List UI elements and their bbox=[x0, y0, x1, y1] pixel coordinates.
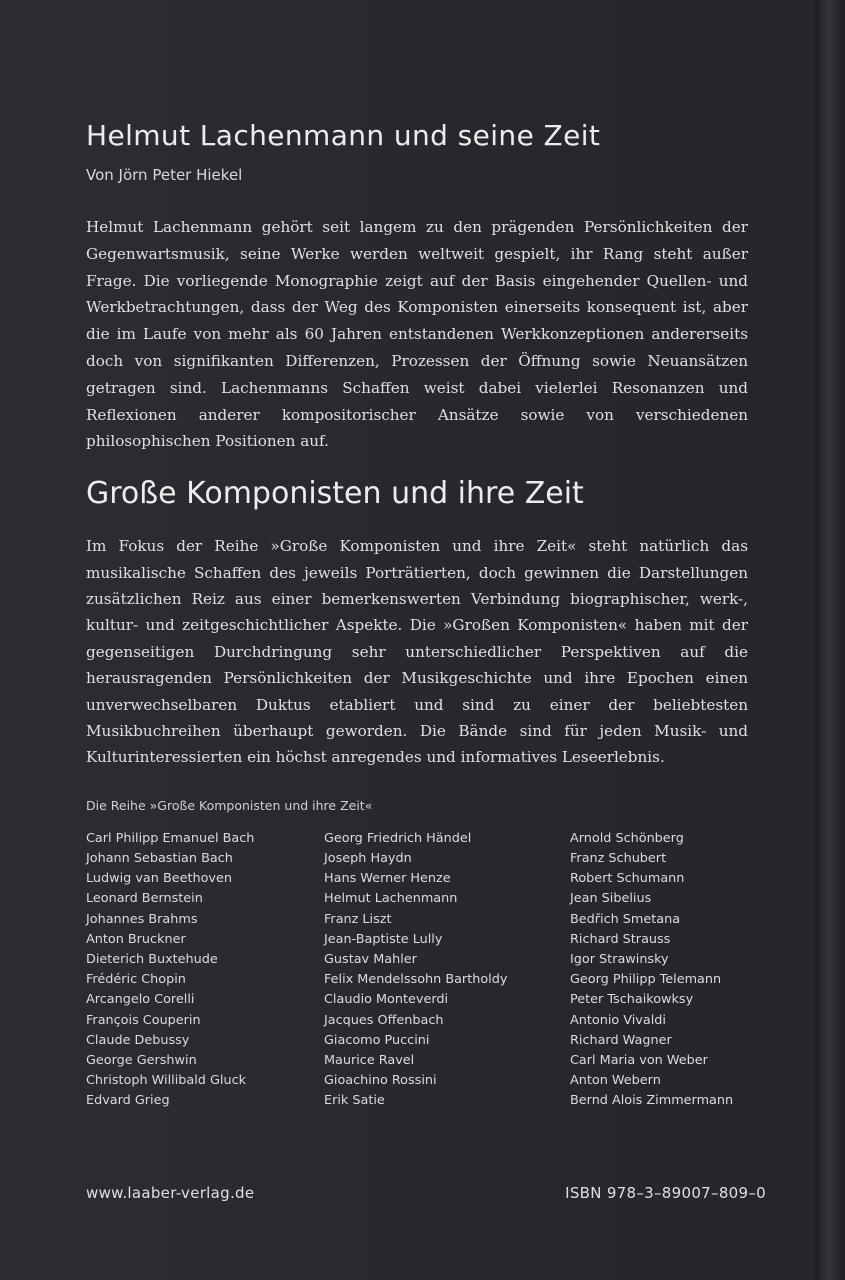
composer-item: Frédéric Chopin bbox=[86, 972, 186, 988]
composer-item: Arcangelo Corelli bbox=[86, 992, 195, 1008]
composer-item: George Gershwin bbox=[86, 1053, 197, 1069]
composer-item: Arnold Schönberg bbox=[570, 830, 684, 846]
composer-item: Joseph Haydn bbox=[324, 851, 412, 867]
composer-item: Helmut Lachenmann bbox=[324, 891, 458, 907]
isbn-number: ISBN 978–3–89007–809–0 bbox=[565, 1184, 766, 1202]
cover-content bbox=[86, 112, 748, 1112]
composer-item: Jacques Offenbach bbox=[324, 1012, 444, 1028]
composer-column-2 bbox=[324, 829, 570, 1112]
composer-item: Franz Schubert bbox=[570, 851, 667, 867]
book-spine-edge bbox=[815, 0, 845, 1280]
composer-item: Claudio Monteverdi bbox=[324, 992, 449, 1008]
composer-item: Claude Debussy bbox=[86, 1032, 190, 1048]
composer-item: Carl Philipp Emanuel Bach bbox=[86, 830, 255, 846]
publisher-website: www.laaber-verlag.de bbox=[86, 1184, 255, 1202]
composer-item: Hans Werner Henze bbox=[324, 871, 451, 887]
composer-list bbox=[86, 829, 766, 1112]
composer-item: François Couperin bbox=[86, 1012, 201, 1028]
composer-item: Igor Strawinsky bbox=[570, 952, 669, 968]
composer-item: Edvard Grieg bbox=[86, 1093, 170, 1109]
composer-column-3 bbox=[570, 829, 766, 1112]
composer-item: Richard Strauss bbox=[570, 931, 671, 947]
composer-item: Jean Sibelius bbox=[570, 891, 652, 907]
series-list-heading: Die Reihe »Große Komponisten und ihre Zeit« bbox=[86, 797, 373, 813]
composer-item: Anton Webern bbox=[570, 1073, 661, 1089]
composer-item: Georg Friedrich Händel bbox=[324, 830, 472, 846]
series-blurb: Im Fokus der Reihe »Große Komponisten und ihre Zeit« steht natürlich das musikalische Schaffen des jeweils Porträtierten, doch gewinnen die Darstellungen zusätzlichen Reiz aus einer bemerkenswerten Verbindung biographischer, werk-, kultur- und zeitgeschichtlicher Aspekte. Die »Großen Komponisten« haben mit der gegenseitigen Durchdringung sehr unterschiedlicher Perspektiven auf die herausragenden Persönlichkeiten der Musikgeschichte und ihre Epochen einen unverwechselbaren Duktus etabliert und sind zu einer der beliebtesten Musikbuchreihen überhaupt geworden. Die Bände sind für jeden Musik- und Kulturinteressierten ein höchst anregendes und informatives Leseerlebnis. bbox=[86, 537, 748, 767]
composer-item: Felix Mendelssohn Bartholdy bbox=[324, 972, 508, 988]
composer-item: Ludwig van Beethoven bbox=[86, 871, 232, 887]
composer-item: Dieterich Buxtehude bbox=[86, 952, 218, 968]
composer-item: Georg Philipp Telemann bbox=[570, 972, 722, 988]
composer-item: Anton Bruckner bbox=[86, 931, 186, 947]
book-title: Helmut Lachenmann und seine Zeit bbox=[86, 119, 601, 152]
composer-item: Carl Maria von Weber bbox=[570, 1053, 708, 1069]
composer-item: Antonio Vivaldi bbox=[570, 1012, 666, 1028]
composer-column-1 bbox=[86, 829, 324, 1112]
composer-item: Maurice Ravel bbox=[324, 1053, 415, 1069]
composer-item: Gustav Mahler bbox=[324, 952, 417, 968]
composer-item: Erik Satie bbox=[324, 1093, 385, 1109]
composer-item: Johannes Brahms bbox=[86, 911, 198, 927]
composer-item: Franz Liszt bbox=[324, 911, 392, 927]
composer-item: Richard Wagner bbox=[570, 1032, 672, 1048]
composer-item: Robert Schumann bbox=[570, 871, 685, 887]
composer-item: Bernd Alois Zimmermann bbox=[570, 1093, 734, 1109]
book-author: Von Jörn Peter Hiekel bbox=[86, 166, 243, 184]
composer-item: Leonard Bernstein bbox=[86, 891, 203, 907]
cover-footer bbox=[86, 1184, 766, 1202]
composer-item: Gioachino Rossini bbox=[324, 1073, 437, 1089]
series-title: Große Komponisten und ihre Zeit bbox=[86, 476, 584, 512]
composer-item: Giacomo Puccini bbox=[324, 1032, 430, 1048]
composer-item: Johann Sebastian Bach bbox=[86, 851, 233, 867]
composer-item: Christoph Willibald Gluck bbox=[86, 1073, 247, 1089]
composer-item: Bedřich Smetana bbox=[570, 911, 681, 927]
composer-item: Peter Tschaikowksy bbox=[570, 992, 694, 1008]
book-blurb: Helmut Lachenmann gehört seit langem zu den prägenden Persönlichkeiten der Gegenwartsmusik, seine Werke werden weltweit gespielt, ihr Rang steht außer Frage. Die vorliegende Monographie zeigt auf der Basis eingehender Quellen- und Werkbetrachtungen, dass der Weg des Komponisten einerseits konsequent ist, aber die im Laufe von mehr als 60 Jahren entstandenen Werkkonzeptionen andererseits doch von signifikanten Differenzen, Prozessen der Öffnung sowie Neuansätzen getragen sind. Lachenmanns Schaffen weist dabei vielerlei Resonanzen und Reflexionen anderer kompositorischer Ansätze sowie von verschiedenen philosophischen Positionen auf. bbox=[86, 218, 748, 451]
composer-item: Jean-Baptiste Lully bbox=[324, 931, 443, 947]
